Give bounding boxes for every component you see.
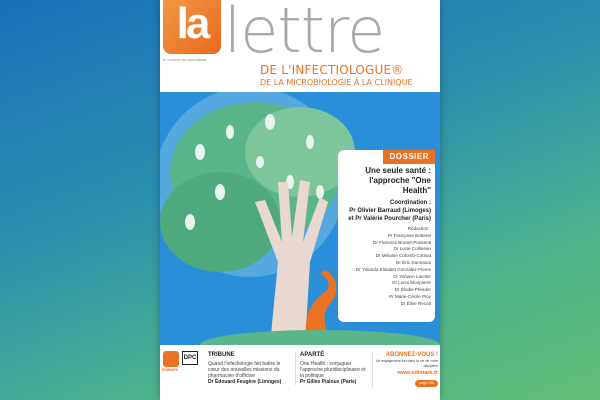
author: Dr Élodie Pfender — [394, 287, 431, 293]
coordination-label: Coordination : — [390, 200, 431, 206]
subtitle-secondary: DE LA MICROBIOLOGIE À LA CLINIQUE — [260, 78, 413, 87]
aparte-author: Pr Gilles Pialoux (Paris) — [300, 379, 357, 385]
logo: la — [163, 0, 221, 54]
magazine-cover — [160, 0, 440, 400]
subscribe-section — [372, 352, 438, 387]
author: Dr Mélanie Colomb-Cotinat — [375, 253, 431, 259]
author: Dr Florence Brunet-Possenti — [373, 239, 431, 245]
author: Dr Lorra Monpierre — [392, 280, 431, 286]
cover-illustration — [160, 92, 440, 345]
subscribe-text: Un engagement fort dans la vie de votre discipline — [375, 359, 438, 368]
tagline: le courrier du spécialiste — [163, 57, 207, 62]
author: Dr Lucie Collineau — [393, 246, 431, 252]
bottom-bar — [160, 345, 440, 400]
dossier-title-line2: l'approche "One Health" — [369, 176, 431, 195]
dossier-tag: DOSSIER — [383, 150, 435, 164]
author: Dr Yolanda Elisabet González-Flores — [355, 266, 431, 272]
tribune-author: Dr Édouard Feugère (Limoges) — [208, 379, 282, 385]
tribune-heading: TRIBUNE — [208, 352, 235, 358]
magazine-title: lettre — [224, 0, 385, 67]
aparte-section — [295, 352, 370, 385]
author: Pr Marie-Cécile Ploy — [389, 293, 431, 299]
subtitle: DE L'INFECTIOLOGUE® — [260, 63, 404, 77]
author-list — [342, 233, 431, 308]
publisher-name: EDIMARK — [162, 368, 179, 372]
edimark-logo — [163, 351, 179, 367]
dossier-title: Une seule santé : — [365, 166, 431, 175]
dpc-logo: DPC — [182, 351, 198, 365]
tribune-text: Quand l'infectiologie fait battre le cœur des nouvelles missions du pharmacien d'officine — [208, 361, 281, 379]
author: Pr Françoise Botterel — [387, 232, 431, 238]
tribune-section — [208, 352, 286, 385]
coordinator: Pr Olivier Barraud (Limoges) — [349, 208, 431, 214]
author: Dr Yohann Lacotte — [393, 273, 431, 279]
author: Dr Éric Dannaoui — [396, 259, 431, 265]
website-link[interactable]: www.edimark.fr — [397, 370, 438, 376]
redaction-label: Rédaction : — [407, 226, 431, 231]
coordinator: et Pr Valérie Pourcher (Paris) — [348, 216, 431, 222]
aparte-text: One Health : conjuguer l'approche pluridisciplinaire et la politique — [300, 361, 366, 379]
subscribe-heading: ABONNEZ-VOUS ! — [385, 352, 438, 358]
page-badge: page 230 — [415, 380, 438, 387]
author: Dr Élise Recalt — [400, 300, 431, 306]
aparte-heading: APARTÉ — [300, 352, 325, 358]
dossier-box — [338, 150, 435, 322]
